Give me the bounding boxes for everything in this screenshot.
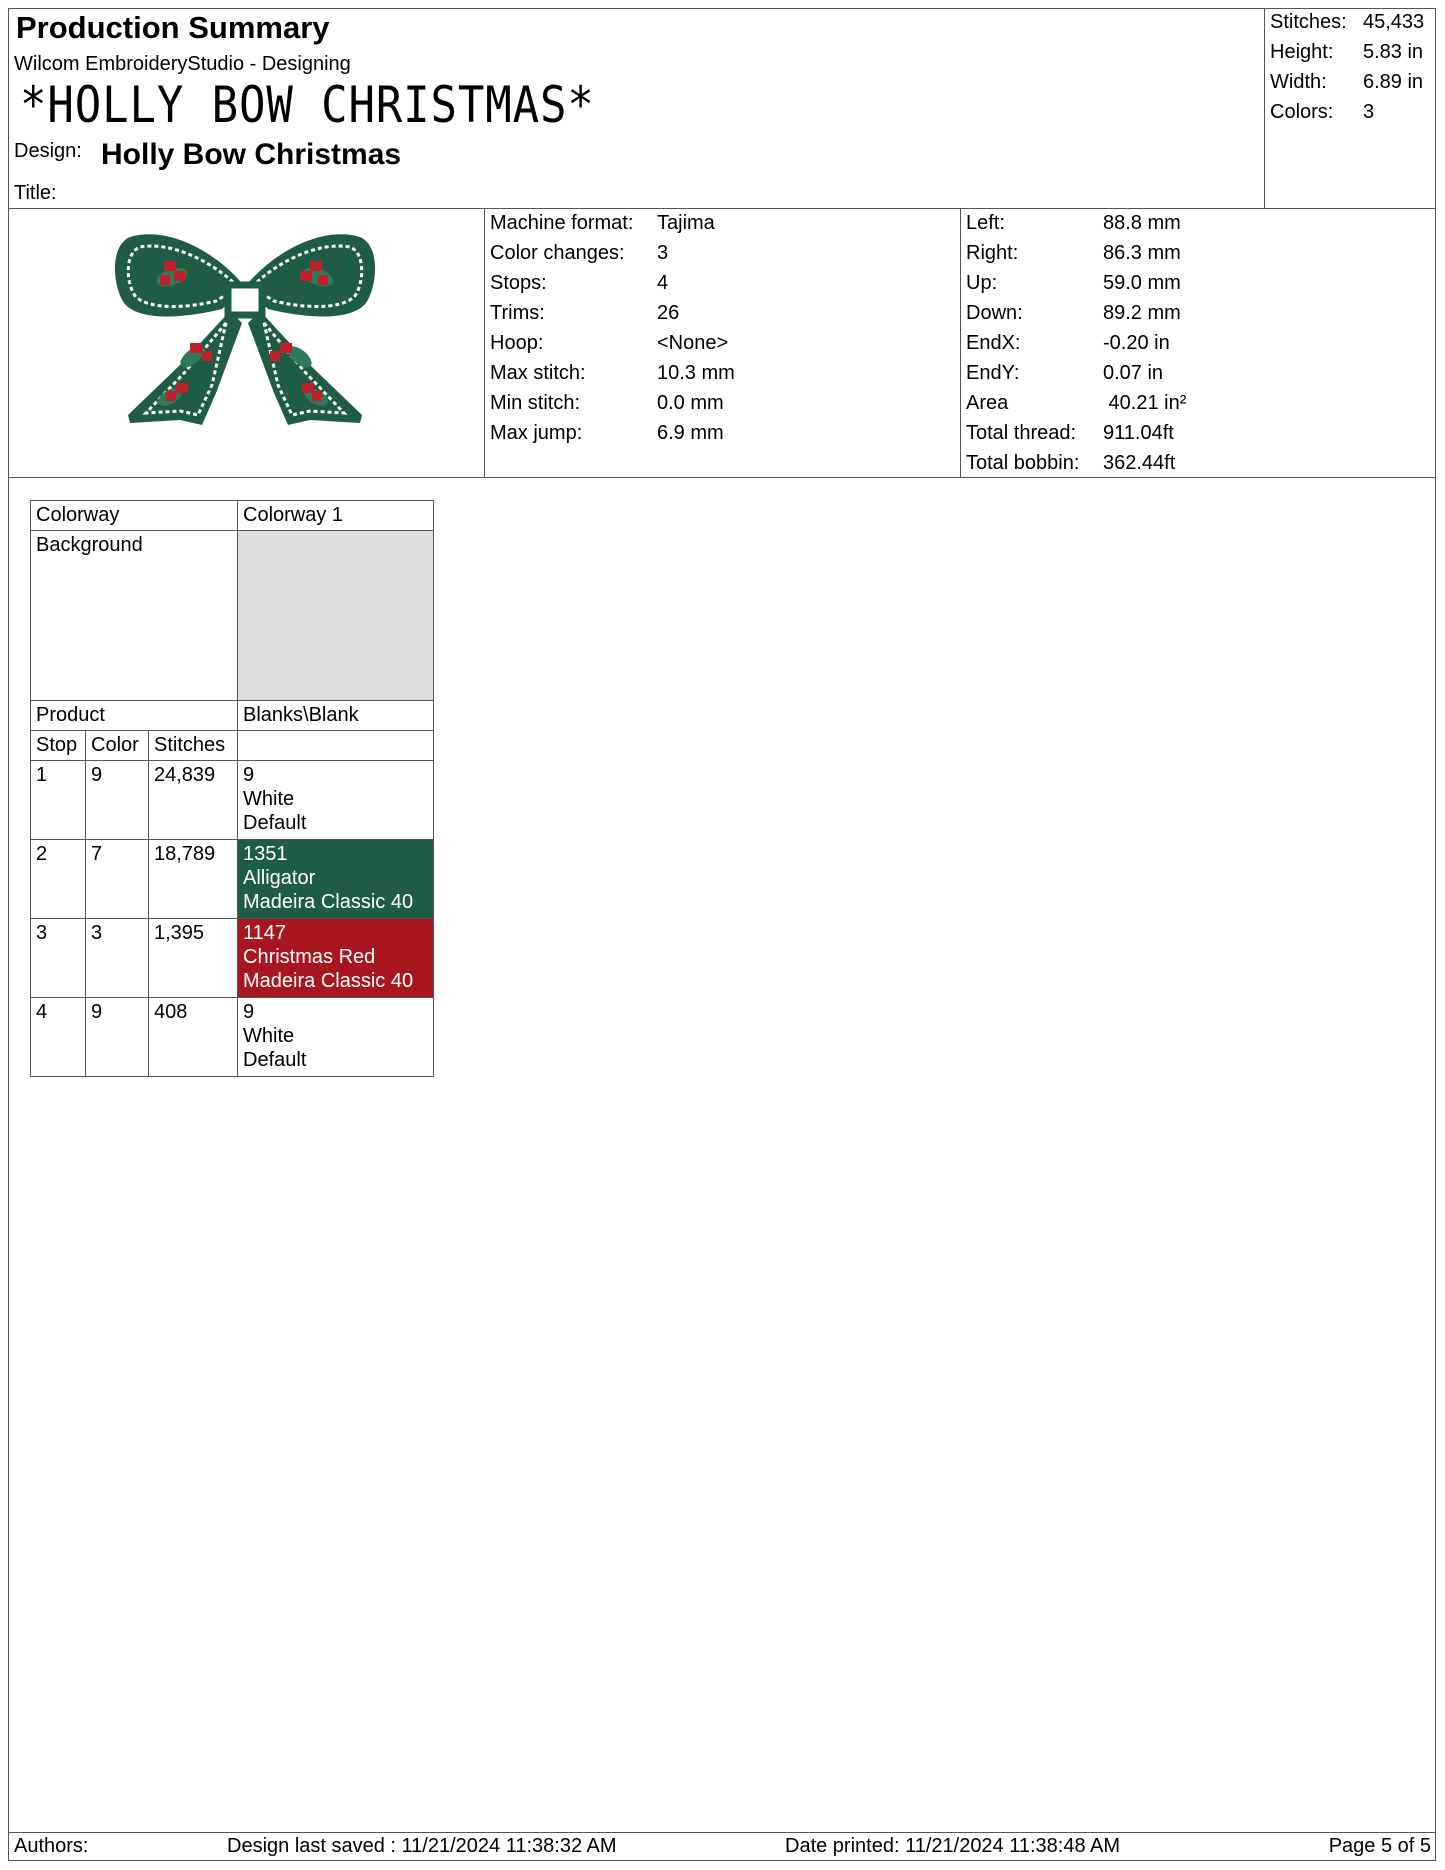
background-row	[31, 531, 434, 701]
dimension-row	[966, 388, 1186, 418]
summary-row-colors	[1270, 97, 1424, 127]
machine-value: 3	[657, 242, 669, 264]
footer-authors: Authors:	[14, 1835, 89, 1857]
stop-cell: 4	[31, 998, 86, 1077]
machine-row	[490, 208, 735, 238]
machine-value: 6.9 mm	[657, 422, 724, 444]
dimension-label: Area	[966, 392, 1009, 414]
dimension-row	[966, 298, 1186, 328]
thread-cell	[238, 761, 434, 840]
summary-panel	[1270, 7, 1424, 127]
thread-chart: Default	[243, 812, 307, 834]
color-cell: 9	[86, 998, 149, 1077]
dimension-value: 362.44ft	[1103, 452, 1176, 474]
machine-row	[490, 388, 735, 418]
summary-label: Colors:	[1270, 101, 1334, 123]
dimension-value: 88.8 mm	[1103, 212, 1181, 234]
thread-code: 1351	[243, 843, 288, 865]
machine-row	[490, 238, 735, 268]
color-cell: 3	[86, 919, 149, 998]
colorway-label: Colorway	[31, 501, 238, 531]
machine-row	[490, 298, 735, 328]
page-title: Production Summary	[16, 10, 330, 45]
dimension-row	[966, 268, 1186, 298]
machine-row	[490, 268, 735, 298]
dimension-label: EndX:	[966, 332, 1021, 354]
color-cell: 9	[86, 761, 149, 840]
table-row	[31, 998, 434, 1077]
product-value: Blanks\Blank	[238, 701, 434, 731]
colorway-header-row	[31, 501, 434, 531]
machine-value: 26	[657, 302, 680, 324]
summary-row-width	[1270, 67, 1424, 97]
dimension-value: 59.0 mm	[1103, 272, 1181, 294]
product-label: Product	[31, 701, 238, 731]
col-thread	[238, 731, 434, 761]
footer-saved: Design last saved : 11/21/2024 11:38:32 AM	[227, 1835, 617, 1857]
machine-row	[490, 328, 735, 358]
machine-value: 10.3 mm	[657, 362, 735, 384]
stitches-cell: 408	[149, 998, 238, 1077]
summary-label: Stitches:	[1270, 11, 1347, 33]
summary-row-height	[1270, 37, 1424, 67]
colorway-table	[30, 500, 434, 1077]
dimension-row	[966, 238, 1186, 268]
footer-printed: Date printed: 11/21/2024 11:38:48 AM	[785, 1835, 1121, 1857]
stop-cell: 3	[31, 919, 86, 998]
colorway-value: Colorway 1	[238, 501, 434, 531]
thread-code: 9	[243, 764, 255, 786]
dimension-label: Right:	[966, 242, 1019, 264]
machine-row	[490, 418, 735, 448]
dimension-row	[966, 328, 1186, 358]
summary-value: 6.89 in	[1363, 71, 1424, 93]
col-color: Color	[86, 731, 149, 761]
stitches-cell: 1,395	[149, 919, 238, 998]
machine-label: Color changes:	[490, 242, 625, 264]
color-cell: 7	[86, 840, 149, 919]
machine-info-panel	[490, 208, 735, 448]
machine-row	[490, 358, 735, 388]
machine-value: 0.0 mm	[657, 392, 724, 414]
dimension-row	[966, 358, 1186, 388]
footer-rule	[8, 1832, 1436, 1833]
machine-label: Hoop:	[490, 332, 544, 354]
background-label: Background	[31, 531, 238, 701]
thread-name: Alligator	[243, 867, 316, 889]
column-header-row	[31, 731, 434, 761]
dimension-label: Total bobbin:	[966, 452, 1080, 474]
col-stitches: Stitches	[149, 731, 238, 761]
machine-value: 4	[657, 272, 669, 294]
thread-code: 9	[243, 1001, 255, 1023]
design-label: Design:	[14, 140, 82, 162]
title-label: Title:	[14, 182, 57, 204]
design-name: Holly Bow Christmas	[101, 138, 402, 171]
dimension-row	[966, 208, 1186, 238]
app-name: Wilcom EmbroideryStudio - Designing	[14, 53, 351, 75]
stitches-cell: 18,789	[149, 840, 238, 919]
design-preview-image	[110, 225, 380, 460]
stitches-cell: 24,839	[149, 761, 238, 840]
dimension-label: Total thread:	[966, 422, 1077, 444]
thread-cell	[238, 840, 434, 919]
machine-label: Stops:	[490, 272, 547, 294]
table-row	[31, 761, 434, 840]
dimension-label: EndY:	[966, 362, 1020, 384]
dimension-label: Left:	[966, 212, 1005, 234]
info-divider-2	[960, 208, 961, 478]
dimensions-panel	[966, 208, 1186, 478]
thread-name: White	[243, 788, 295, 810]
dimension-row	[966, 418, 1186, 448]
col-stop: Stop	[31, 731, 86, 761]
machine-label: Min stitch:	[490, 392, 581, 414]
summary-label: Width:	[1270, 71, 1327, 93]
machine-label: Machine format:	[490, 212, 634, 234]
summary-row-stitches	[1270, 7, 1424, 37]
machine-value: <None>	[657, 332, 729, 354]
machine-label: Trims:	[490, 302, 545, 324]
dimension-value: 0.07 in	[1103, 362, 1164, 384]
thread-chart: Madeira Classic 40	[243, 970, 414, 992]
table-row	[31, 840, 434, 919]
dimension-value: 89.2 mm	[1103, 302, 1181, 324]
machine-label: Max stitch:	[490, 362, 586, 384]
header-summary-divider	[1264, 8, 1265, 209]
dimension-value: 40.21 in²	[1103, 392, 1187, 414]
dimension-value: -0.20 in	[1103, 332, 1170, 354]
info-divider-1	[484, 208, 485, 478]
machine-value: Tajima	[657, 212, 715, 234]
thread-code: 1147	[243, 922, 287, 944]
machine-label: Max jump:	[490, 422, 583, 444]
summary-value: 45,433	[1363, 11, 1425, 33]
thread-name: White	[243, 1025, 295, 1047]
footer-page: Page 5 of 5	[1328, 1835, 1431, 1857]
dimension-value: 911.04ft	[1103, 422, 1174, 444]
thread-cell	[238, 998, 434, 1077]
dimension-row	[966, 448, 1186, 478]
thread-cell	[238, 919, 434, 998]
thread-name: Christmas Red	[243, 946, 376, 968]
stop-cell: 1	[31, 761, 86, 840]
thread-chart: Default	[243, 1049, 307, 1071]
info-bottom-rule	[8, 477, 1436, 478]
summary-value: 3	[1363, 101, 1375, 123]
dimension-value: 86.3 mm	[1103, 242, 1181, 264]
dimension-label: Down:	[966, 302, 1023, 324]
thread-chart: Madeira Classic 40	[243, 891, 414, 913]
dimension-label: Up:	[966, 272, 998, 294]
summary-label: Height:	[1270, 41, 1334, 63]
table-row	[31, 919, 434, 998]
background-swatch	[238, 531, 434, 701]
stop-cell: 2	[31, 840, 86, 919]
product-row	[31, 701, 434, 731]
summary-value: 5.83 in	[1363, 41, 1424, 63]
design-code: *HOLLY BOW CHRISTMAS*	[20, 76, 595, 134]
